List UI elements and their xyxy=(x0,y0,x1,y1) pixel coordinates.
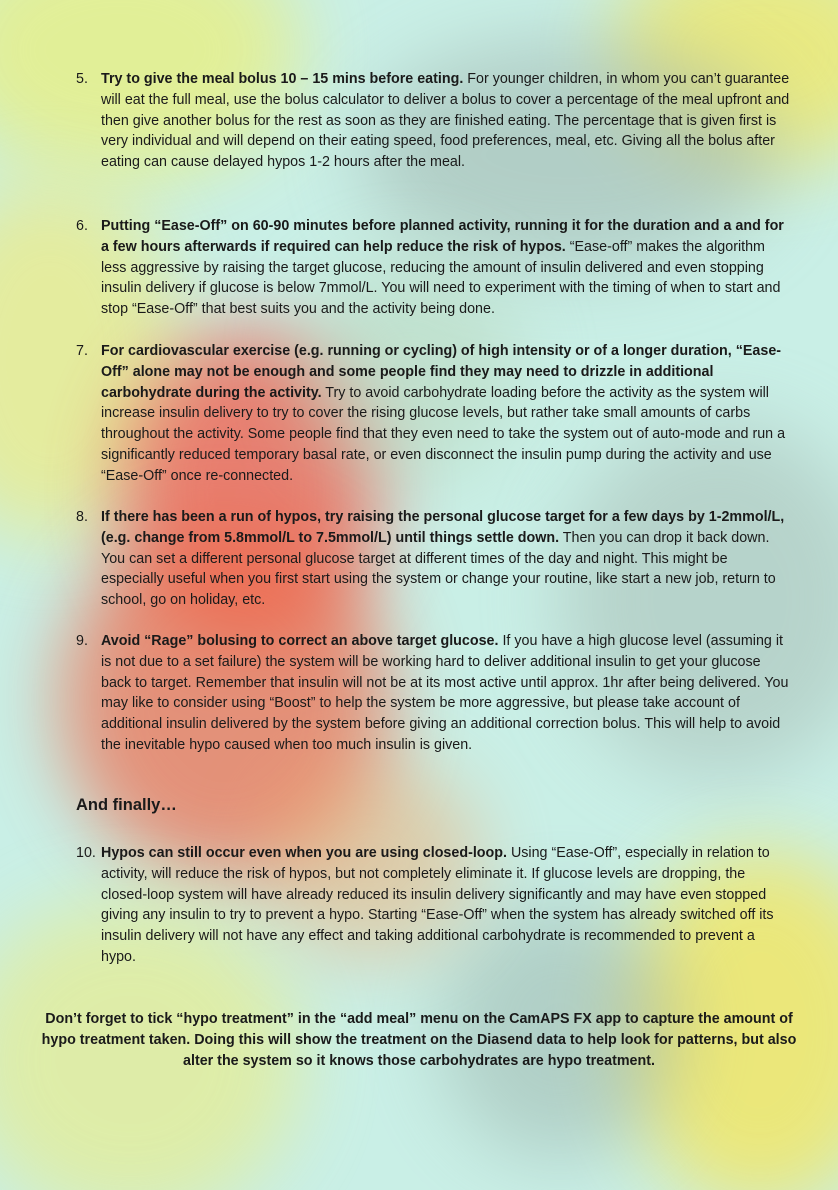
section-heading: And finally… xyxy=(76,796,177,814)
tip-text: Using “Ease-Off”, especially in relation to activity, will reduce the risk of hypos, but not completely eliminate it. If glucose levels are dropping, the closed-loop system will have already reduced its insulin delivery significantly and may have even stopped giving any insulin to try to prevent a hypo. Starting “Ease-Off” when the system has already switched off its insulin delivery will not have any effect and taking additional carbohydrate is recommended to prevent a hypo. xyxy=(101,845,774,965)
footer-note: Don’t forget to tick “hypo treatment” in the “add meal” menu on the CamAPS FX app to capture the amount of hypo treatment taken. Doing this will show the treatment on the Diasend data to help look for patterns, but also alter the system so it knows those carbohydrates are hypo treatment. xyxy=(41,1011,797,1069)
tip-text: “Ease-off” makes the algorithm less aggressive by raising the target glucose, reducing the amount of insulin delivered and even stopping insulin delivery if glucose is below 7mmol/L. You will need to experiment with the timing of when to start and stop “Ease-Off” that best suits you and the activity being done. xyxy=(101,238,781,318)
tip-5 xyxy=(76,69,792,173)
tip-text: Then you can drop it back down. You can set a different personal glucose target at different times of the day and night. This might be especially useful when you first start using the system or change your routine, like start a new job, return to school, go on holiday, etc. xyxy=(101,529,776,609)
tip-text: If you have a high glucose level (assuming it is not due to a set failure) the system will be working hard to deliver additional insulin to get your glucose back to target. Remember that insulin will not be at its most active until approx. 1hr after being delivered. You may like to consider using “Boost” to help the system be more aggressive, but please take account of additional insulin delivered by the system before giving an additional correction bolus. This will help to avoid the inevitable hypo caused when too much insulin is given. xyxy=(101,633,789,753)
tip-number: 6. xyxy=(76,218,88,234)
tip-text: Try to avoid carbohydrate loading before the activity as the system will increase insulin delivery to try to cover the rising glucose levels, but rather take small amounts of carbs throughout the activity. Some people find that they even need to take the system out of auto-mode and run a significantly reduced temporary basal rate, or even disconnect the insulin pump during the activity and use “Ease-Off” once re-connected. xyxy=(101,384,786,484)
tip-heading: Try to give the meal bolus 10 – 15 mins before eating. xyxy=(101,71,464,87)
tip-heading: Hypos can still occur even when you are using closed-loop. xyxy=(101,845,507,861)
tip-7 xyxy=(76,341,792,487)
tip-number: 5. xyxy=(76,71,88,87)
tip-9 xyxy=(76,631,792,756)
tip-text: For younger children, in whom you can’t guarantee will eat the full meal, use the bolus calculator to deliver a bolus to cover a percentage of the meal upfront and then give another bolus for the rest as soon as they are finished eating. The percentage that is given first is very individual and will depend on their eating speed, food preferences, meal, etc. Giving all the bolus after eating can cause delayed hypos 1-2 hours after the meal. xyxy=(101,71,790,171)
tip-10 xyxy=(76,843,792,968)
tip-number: 8. xyxy=(76,509,88,525)
tip-number: 7. xyxy=(76,343,88,359)
tip-heading: If there has been a run of hypos, try raising the personal glucose target for a few days by 1-2mmol/L, (e.g. change from 5.8mmol/L to 7.5mmol/L) until things settle down. xyxy=(101,509,785,546)
tip-heading: Avoid “Rage” bolusing to correct an above target glucose. xyxy=(101,633,499,649)
tip-heading: Putting “Ease-Off” on 60-90 minutes before planned activity, running it for the duration and a and for a few hours afterwards if required can help reduce the risk of hypos. xyxy=(101,218,784,255)
tip-6 xyxy=(76,216,792,320)
tip-8 xyxy=(76,507,792,611)
tip-number: 10. xyxy=(76,845,96,861)
tip-heading: For cardiovascular exercise (e.g. running or cycling) of high intensity or of a longer duration, “Ease-Off” alone may not be enough and some people find they may need to drizzle in additional carbohydrate during the activity. xyxy=(101,343,782,401)
tip-number: 9. xyxy=(76,633,88,649)
